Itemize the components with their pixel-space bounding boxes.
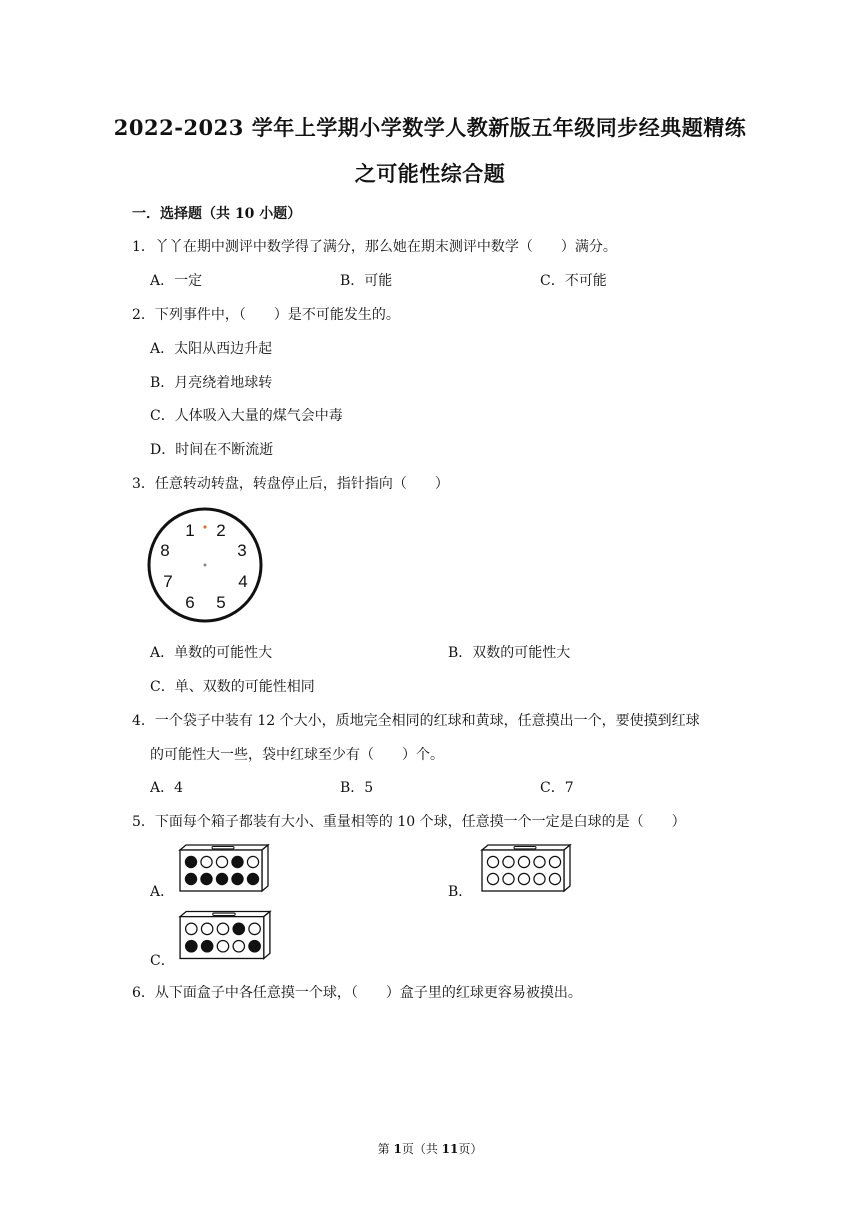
question-3-option-b: B．双数的可能性大 [448, 645, 571, 661]
black-ball [201, 873, 212, 884]
footer-total-pages: 11 [441, 1142, 459, 1156]
footer-prefix: 第 [377, 1142, 394, 1156]
box-side-face [564, 845, 570, 891]
white-ball [503, 873, 514, 884]
title-line-1: 2022-2023 学年上学期小学数学人教新版五年级同步经典题精练 [113, 115, 747, 140]
question-4-option-b: B．5 [340, 780, 374, 796]
white-ball [186, 923, 197, 934]
footer-suffix: 页） [458, 1142, 483, 1156]
black-ball [247, 873, 258, 884]
dial-number-6: 6 [185, 593, 195, 612]
question-1-option-b: B．可能 [340, 273, 393, 289]
white-ball [233, 941, 244, 952]
question-5-option-c: C． [150, 953, 175, 969]
white-ball [216, 856, 227, 867]
dial-number-8: 8 [160, 541, 170, 560]
question-2-option-d: D．时间在不断流逝 [150, 442, 274, 458]
question-5-option-a: A． [150, 884, 175, 900]
black-ball [186, 941, 197, 952]
question-4-option-c: C．7 [540, 780, 574, 796]
white-ball [518, 856, 529, 867]
dial-number-1: 1 [185, 521, 195, 540]
dial-pointer-dot [203, 525, 206, 528]
question-1-stem: 1．丫丫在期中测评中数学得了满分，那么她在期末测评中数学（ ）满分。 [132, 239, 617, 255]
black-ball [201, 941, 212, 952]
box-slot [213, 913, 235, 915]
page-footer [0, 1140, 860, 1157]
box-slot [212, 847, 234, 849]
dial-number-2: 2 [216, 521, 226, 540]
question-6-stem: 6．从下面盒子中各任意摸一个球，（ ）盒子里的红球更容易被摸出。 [132, 985, 582, 1001]
white-ball [518, 873, 529, 884]
title-line-2: 之可能性综合题 [354, 161, 506, 186]
dial-number-3: 3 [237, 541, 247, 560]
black-ball [233, 923, 244, 934]
ball-box-b [476, 842, 576, 894]
box-side-face [262, 845, 268, 891]
question-4-stem-line-2: 的可能性大一些，袋中红球至少有（ ）个。 [150, 747, 444, 763]
black-ball [249, 941, 260, 952]
white-ball [549, 873, 560, 884]
white-ball [217, 941, 228, 952]
question-2-option-a: A．太阳从西边升起 [150, 341, 273, 357]
white-ball [247, 856, 258, 867]
black-ball [232, 873, 243, 884]
question-3-stem: 3．任意转动转盘，转盘停止后，指针指向（ ） [132, 476, 449, 492]
box-slot [514, 847, 536, 849]
white-ball [249, 923, 260, 934]
question-3-option-c: C．单、双数的可能性相同 [150, 679, 315, 695]
dial-number-4: 4 [238, 572, 248, 591]
black-ball [232, 856, 243, 867]
question-1-option-a: A．一定 [150, 273, 203, 289]
white-ball [201, 856, 212, 867]
ball-box-c [176, 908, 274, 962]
white-ball [549, 856, 560, 867]
white-ball [217, 923, 228, 934]
question-3-option-a: A．单数的可能性大 [150, 645, 273, 661]
question-4-stem-line-1: 4．一个袋子中装有 12 个大小，质地完全相同的红球和黄球，任意摸出一个，要使摸到红球 [132, 713, 700, 729]
spinner-dial-figure [146, 506, 266, 626]
question-2-stem: 2．下列事件中，（ ）是不可能发生的。 [132, 307, 400, 323]
white-ball [487, 856, 498, 867]
white-ball [201, 923, 212, 934]
section-heading: 一．选择题（共 10 小题） [132, 206, 302, 222]
ball-box-a [176, 842, 272, 894]
footer-page-number: 1 [393, 1142, 402, 1156]
black-ball [216, 873, 227, 884]
white-ball [487, 873, 498, 884]
white-ball [534, 873, 545, 884]
black-ball [185, 856, 196, 867]
white-ball [503, 856, 514, 867]
question-2-option-b: B．月亮绕着地球转 [150, 375, 273, 391]
dial-number-7: 7 [163, 572, 173, 591]
footer-middle: 页（共 [401, 1142, 442, 1156]
dial-number-5: 5 [216, 593, 226, 612]
question-1-option-c: C．不可能 [540, 273, 607, 289]
question-2-option-c: C．人体吸入大量的煤气会中毒 [150, 408, 343, 424]
black-ball [185, 873, 196, 884]
dial-center-dot [204, 564, 207, 567]
question-5-stem: 5．下面每个箱子都装有大小、重量相等的 10 个球，任意摸一个一定是白球的是（ ） [132, 814, 686, 830]
question-5-option-b: B． [448, 884, 473, 900]
question-4-option-a: A．4 [150, 780, 184, 796]
box-side-face [264, 912, 270, 959]
white-ball [534, 856, 545, 867]
